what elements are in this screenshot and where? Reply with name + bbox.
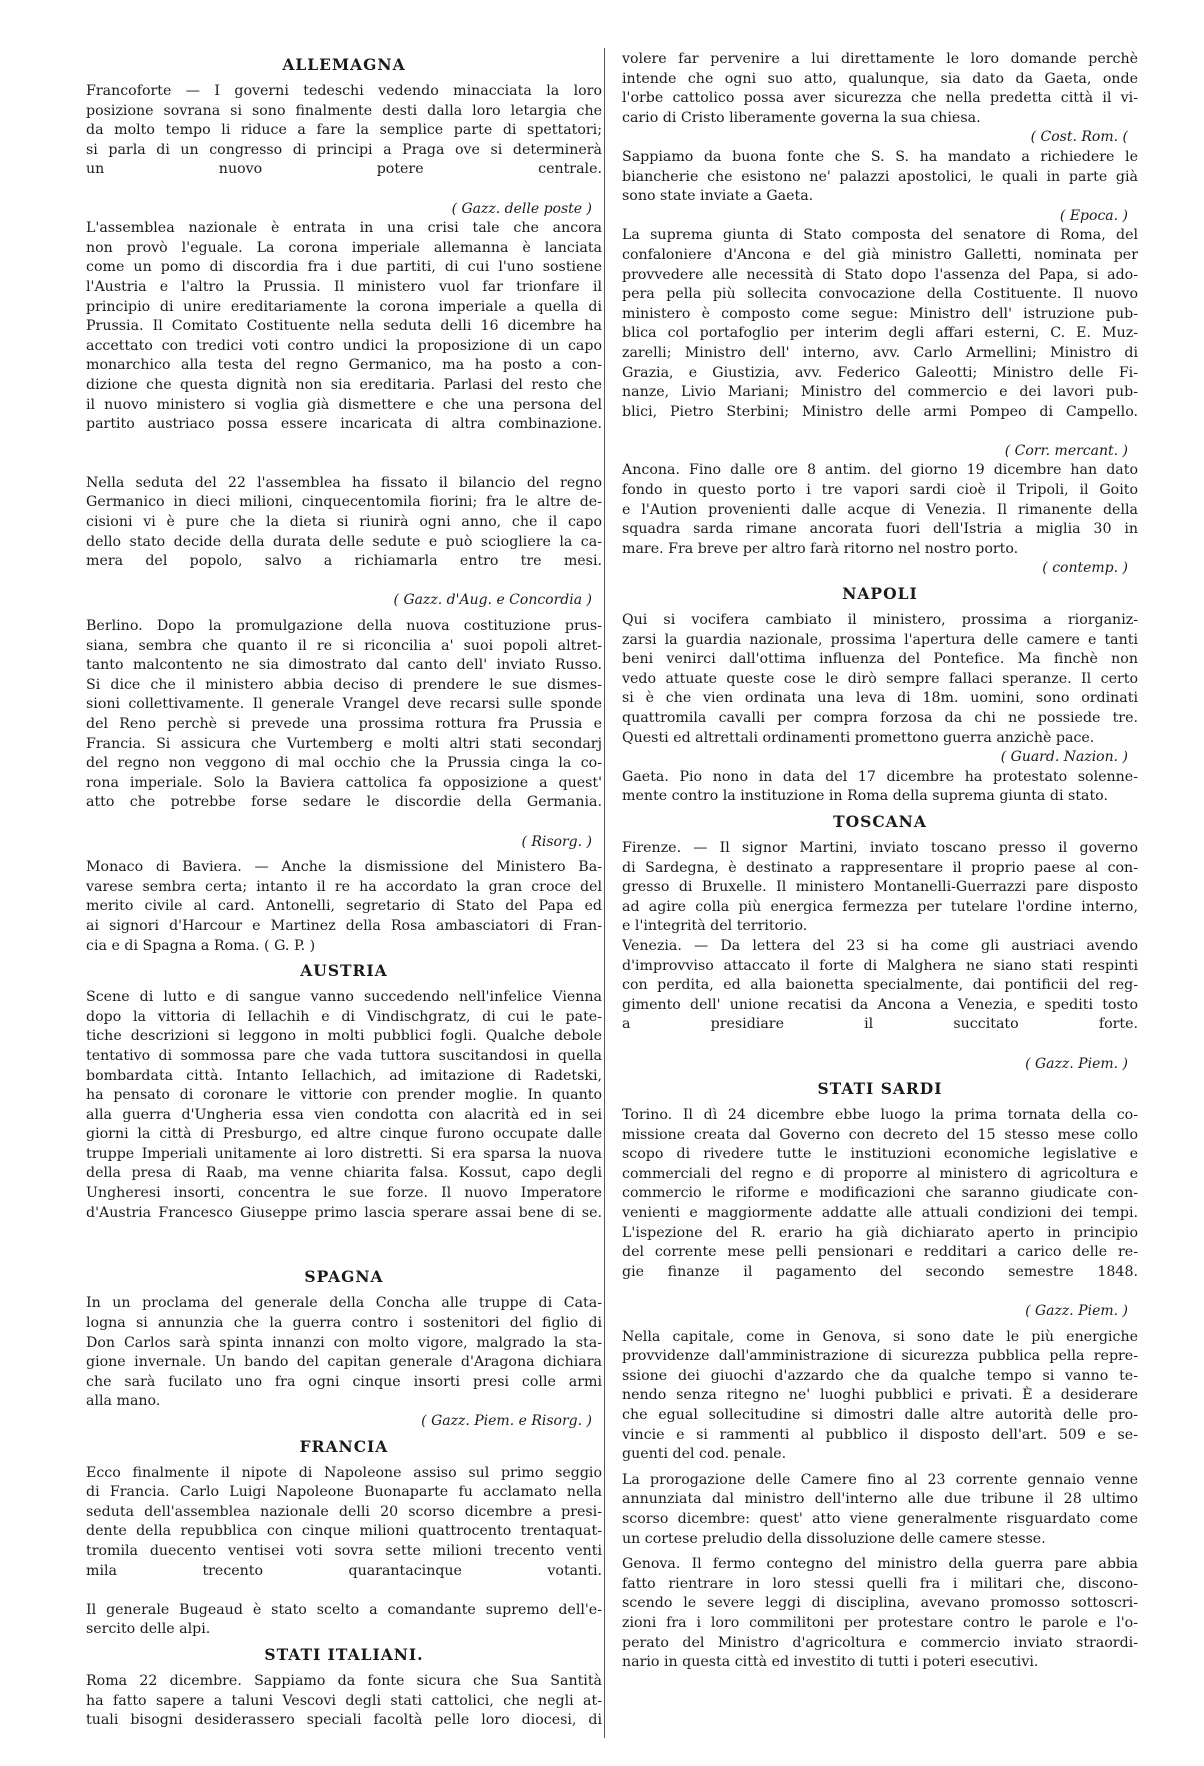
heading-francia: FRANCIA bbox=[299, 1436, 389, 1456]
article-camere: La prorogazione delle Camere fino al 23 corrente gennaio venne annunziata dal ministro dell'interno alle due tribune il 28 ultimo scorso dicembre: quest' atto viene generalmente risguardato come un cortese preludio della dissoluzione delle camere stesse. bbox=[622, 1471, 1138, 1547]
article-toscana: Firenze. — Il signor Martini, inviato toscano presso il governo di Sardegna, è destinato a rappresentare il proprio paese al con- gresso di Bruxelle. Il ministero Montanelli-Guerrazzi pare disposto ad agire colla più energica fermezza per tutelare l'ordine interno, e l'integrità del territorio. Venezia. — Da lettera del 23 si ha come gli austriaci avendo d'improvviso attaccato il forte di Malghera ne siano stati respinti con perdita, ed alla baionetta specialmente, dai pontificii del reg- gimento dell' unione recatisi da Ancona a Venezia, e spediti tosto a presidiare il succitato forte. ( Gazz. Piem. ) bbox=[622, 839, 1138, 1072]
article-monaco: Monaco di Baviera. — Anche la dismissione del Ministero Ba- varese sembra certa; intanto il re ha accordato la gran croce del merito civile al card. Antonelli, segretario di Stato del Papa ed ai signori d'Harcour e Martinez della Rosa ambasciatori di Fran- cia e di Spagna a Roma. ( G. P. ) bbox=[86, 859, 602, 954]
heading-stati-sardi: STATI SARDI bbox=[817, 1079, 943, 1099]
left-column bbox=[86, 50, 602, 1731]
article-berlino: Berlino. Dopo la promulgazione della nuova costituzione prus- siana, sembra che quanto il re si riconcilia a' suoi popoli altret- tanto malcontento ne sia dimostrato dal canto dell' inviato Russo. Si dice che il ministero abbia deciso di prendere le sue dismes- sioni collettivamente. Il generale Vrangel deve recarsi sulle sponde del Reno perchè si prevede una prossima rottura fra Prussia e Francia. Si assicura che Vurtemberg e molti altri stati secondarj del regno non veggono di mal occhio che la Prussia cinga la co- rona imperiale. Solo la Baviera cattolica fa opposizione a quest' atto che potrebbe forse sedare le discordie della Germania. ( Risorg. ) bbox=[86, 618, 602, 850]
column-divider bbox=[604, 48, 605, 1738]
right-column bbox=[622, 50, 1138, 1673]
article-genova: Genova. Il fermo contegno del ministro della guerra pare abbia fatto rientrare in loro stessi quelli fra i militari che, discono- scendo le severe leggi di disciplina, avevano promosso sottoscri- zioni fra i loro commilitoni per protestare contro le parole e l'o- perato del Ministro d'agricoltura e commercio inviato straordi- nario in questa città ed investito di tutti i poteri esecutivi. bbox=[622, 1556, 1138, 1671]
article-roma: Roma 22 dicembre. Sappiamo da fonte sicura che Sua Santità ha fatto sapere a taluni Vescovi degli stati cattolici, che negli at- tuali bisogni desiderassero speciali facoltà pelle loro diocesi, di bbox=[86, 1672, 602, 1729]
article-francia: Ecco finalmente il nipote di Napoleone assiso sul primo seggio di Francia. Carlo Luigi Napoleone Buonaparte fu acclamato nella seduta dell'assemblea nazionale delli 20 scorso dicembre a presi- dente della repubblica con cinque milioni quattrocento trentaquat- tromila duecento ventisei voti sovra sette milioni trecento venti mila trecento quarantacinque votanti. Il generale Bugeaud è stato scelto a comandante supremo dell'e- sercito delle alpi. bbox=[86, 1464, 602, 1638]
article-giunta: La suprema giunta di Stato composta del senatore di Roma, del confaloniere d'Ancona e del già ministro Galletti, nominata per provvedere alle necessità di Stato dopo l'assenza del Papa, si ado- pera pella più sollecita convocazione della Costituente. Il nuovo ministero è composto come segue: Ministro dell' istruzione pub- blica col portafoglio per interim degli affari esterni, C. E. Muz- zarelli; Ministro dell' interno, avv. Carlo Armellini; Ministro di Grazia, e Giustizia, avv. Federico Galeotti; Ministro delle Fi- nanze, Livio Mariani; Ministro del commercio e dei lavori pub- blici, Pietro Sterbini; Ministro delle armi Pompeo di Campello. ( Corr. mercant. ) bbox=[622, 227, 1138, 459]
heading-toscana: TOSCANA bbox=[833, 811, 927, 831]
article-napoli: Qui si vocifera cambiato il ministero, prossima a riorganiz- zarsi la guardia nazionale, prossima l'apertura delle camere e tanti beni venirci dall'ottima influenza del Pontefice. Ma finchè non vedo attuate queste cose le dirò sempre fallaci speranze. Il certo si è che vien ordinata una leva di 18m. uomini, sono ordinati quattromila cavalli per compra forzosa da chi ne possiede tre. Questi ed altrettali ordinamenti promettono guerra anzichè pace. ( Guard. Nazion. ) Gaeta. Pio nono in data del 17 dicembre ha protestato solenne- mente contro la instituzione in Roma della suprema giunta di stato. bbox=[622, 612, 1138, 805]
heading-stati-italiani: STATI ITALIANI. bbox=[264, 1644, 424, 1664]
article-spagna: In un proclama del generale della Concha alle truppe di Cata- logna si annunzia che la guerra contro i sostenitori del figlio di Don Carlos sarà spinta innanzi con molto vigore, malgrado la sta- gione invernale. Un bando del capitan generale d'Aragona dichiara che sarà fucilato uno fra ogni cinque insorti presi colle armi alla mano. ( Gazz. Piem. e Risorg. ) bbox=[86, 1295, 602, 1429]
article-roma-continued: volere far pervenire a lui direttamente le loro domande perchè intende che ogni suo atto, qualunque, sia dato da Gaeta, onde l'orbe cattolico possa aver sicurezza che nella predetta città il vi- cario di Cristo liberamente governa la sua chiesa. ( Cost. Rom. ( bbox=[622, 51, 1138, 146]
heading-allemagna: ALLEMAGNA bbox=[282, 55, 406, 74]
article-austria: Scene di lutto e di sangue vanno succedendo nell'infelice Vienna dopo la vittoria di Iellachih e di Vindischgratz, di cui le pate- tiche descrizioni si leggono in molti pubblici fogli. Qualche debole tentativo di sommossa pare che vada tuttora suscitandosi in quella bombardata città. Intanto Iellachich, ad imitazione di Radetski, ha pensato di coronare le vittorie con prender moglie. In quanto alla guerra d'Ungheria essa vien condotta con alacrità ed in sei giorni la città di Presburgo, ed altre cinque furono occupate dalle truppe Imperiali unitamente ai loro distretti. Si era sparsa la nuova della presa di Raab, ma venne chiarita falsa. Kossut, capo degli Ungheresi insorti, concentra le sue forze. Il nuovo Imperatore d'Austria Francesco Giuseppe primo lascia sperare assai bene di se. bbox=[86, 989, 602, 1221]
article-biancherie: Sappiamo da buona fonte che S. S. ha mandato a richiedere le biancherie che esistono ne' palazzi apostolici, le quali in parte già sono state inviate a Gaeta. ( Epoca. ) bbox=[622, 148, 1138, 224]
heading-austria: AUSTRIA bbox=[300, 961, 388, 981]
article-ancona: Ancona. Fino dalle ore 8 antim. del giorno 19 dicembre han dato fondo in questo porto i tre vapori sardi cioè il Tripoli, il Goito e l'Aution provenienti dalle acque di Venezia. Il rimanente della squadra sarda rimane ancorata fuori dell'Istria a miglia 30 in mare. Fra breve per altro farà ritorno nel nostro porto. ( contemp. ) bbox=[622, 462, 1138, 577]
heading-napoli: NAPOLI bbox=[842, 584, 918, 604]
article-francoforte: Francoforte — I governi tedeschi vedendo minacciata la loro posizione sovrana si sono finalmente desti dalla loro letargia che da molto tempo li riduce a fare la semplice parte di spettatori; si parla di un congresso di principi a Praga ove si determinerà un nuovo potere centrale. ( Gazz. delle poste ) L'assemblea nazionale è entrata in una crisi tale che ancora non provò l'eguale. La corona imperiale allemanna è lanciata come un pomo di discordia fra i due partiti, di cui l'uno sostiene l'Austria e l'altro la Prussia. Il ministero vuol far trionfare il principio di unire ereditariamente la corona imperiale a quella di Prussia. Il Comitato Costituente nella seduta delli 16 dicembre ha accettato con tredici voti contro undici la proposizione di un capo monarchico alla testa del regno Germanico, ma ha posto a con- dizione che questa dignità non sia ereditaria. Parlasi del resto che il nuovo ministero si voglia già dismettere e che una persona del partito austriaco possa essere incaricata di altra combinazione. Nella seduta del 22 l'assemblea ha fissato il bilancio del regno Germanico in dieci milioni, cinquecentomila fiorini; fra le altre de- cisioni vi è pure che la dieta si riunirà ogni anno, che il capo dello stato decide della durata delle sedute e può sciogliere la ca- mera del popolo, salvo a richiamarla entro tre mesi. ( Gazz. d'Aug. e Concordia ) bbox=[86, 83, 602, 609]
heading-spagna: SPAGNA bbox=[304, 1267, 384, 1287]
article-capitale: Nella capitale, come in Genova, si sono date le più energiche provvidenze dall'amministrazione di sicurezza pubblica pella repre- ssione dei giuochi d'azzardo che da qualche tempo si vanno te- nendo senza ritegno ne' luoghi pubblici e privati. È a desiderare che egual sollecitudine si dimostri dalle altre autorità delle pro- vincie e si rammenti al pubblico il disposto dell'art. 509 e se- guenti del cod. penale. bbox=[622, 1328, 1138, 1463]
article-torino: Torino. Il dì 24 dicembre ebbe luogo la prima tornata della co- missione creata dal Governo con decreto del 15 stesso mese collo scopo di rivedere tutte le instituzioni economiche legislative e commerciali del regno e di proporre al ministero di agricoltura e commercio le riforme e modificazioni che saranno giudicate con- venienti e maggiormente addatte alle attuali condizioni dei tempi. L'ispezione del R. erario ha già dichiarato aperto in principio del corrente mese pelli pensionari e redditari a carico delle re- gie finanze il pagamento del secondo semestre 1848. ( Gazz. Piem. ) bbox=[622, 1107, 1138, 1320]
